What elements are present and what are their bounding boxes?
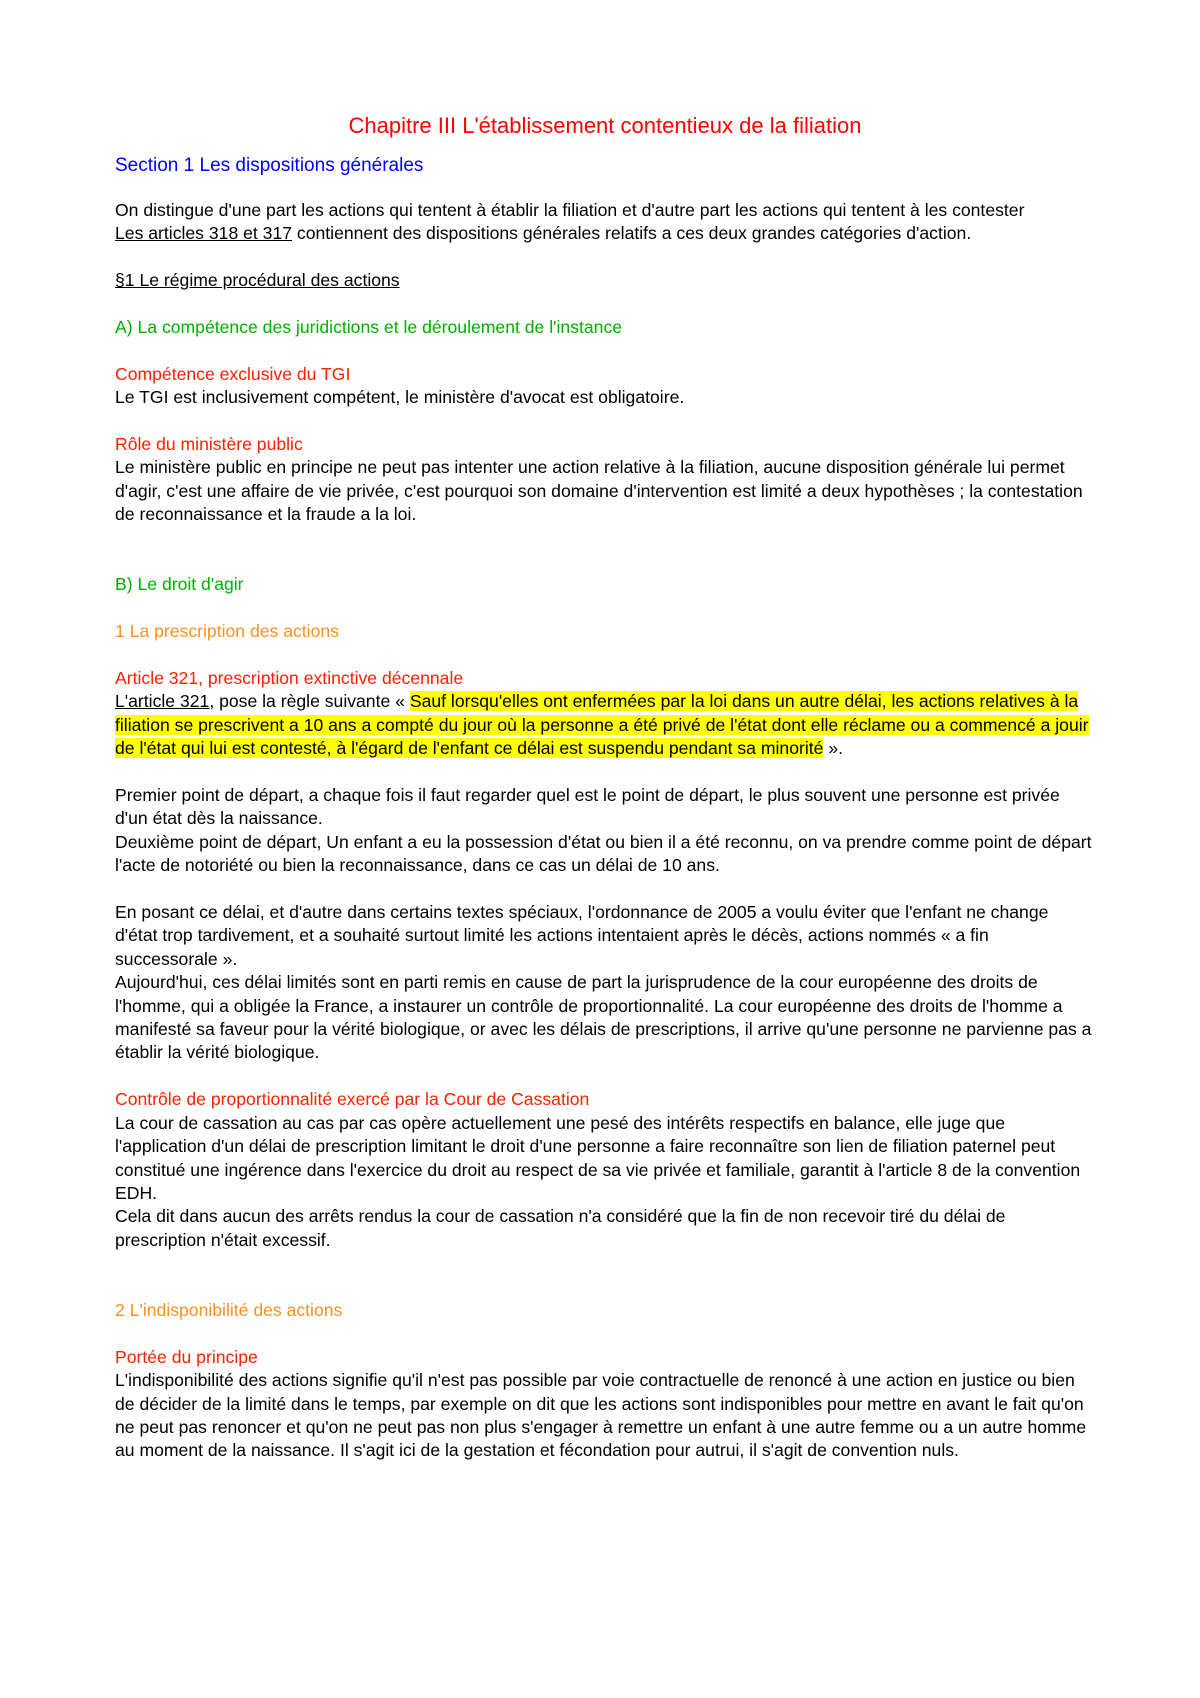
intro-line: On distingue d'une part les actions qui tentent à établir la filiation et d'autre part les actions qui tentent à les contester [115,200,1025,220]
competence-text: Le TGI est inclusivement compétent, le ministère d'avocat est obligatoire. [115,387,685,408]
cela-text: Cela dit dans aucun des arrêts rendus la cour de cassation n'a considéré que la fin de non recevoir tiré du délai de prescription n'était excessif. [115,1206,1006,1250]
article-321-end: ». [823,738,843,759]
controle-title: Contrôle de proportionnalité exercé par la Cour de Cassation [115,1089,590,1110]
highlighted-quote: Sauf lorsqu'elles ont enfermées par la loi dans un autre délai, les actions relatives à la filiation se prescrivent a 10 ans a compté du jour où la personne a été privé de l'état dont elle réclame ou a commencé a jouir de l'état qui lui est contesté, à l'égard de l'enfant ce délai est suspendu pendant sa minorité [115,691,1089,759]
aujourdhui-paragraph: Aujourd'hui, ces délai limités sont en parti remis en cause de part la jurisprudence de la cour européenne des droits de l'homme, qui a obligée la France, a instaurer un contrôle de proportionnalité. La cour européenne des droits de l'homme a manifesté sa faveur pour la vérité biologique, or avec les délais de prescriptions, il arrive qu'une personne ne parvienne pas a établir la vérité biologique. [115,972,1092,1063]
article-321-reference: L'article 321 [115,691,210,712]
indisponibilite-heading: 2 L'indisponibilité des actions [115,1299,343,1320]
controle-text: La cour de cassation au cas par cas opère actuellement une pesé des intérêts respectifs en balance, elle juge que l'application d'un délai de prescription limitant le droit d'une personne a faire reconnaître son lien de filiation paternel peut constitué une ingérence dans l'exercice du droit au respect de sa vie privée et familiale, garantit à l'article 8 de la convention EDH. [115,1112,1081,1203]
paragraph-heading: §1 Le régime procédural des actions [115,270,400,291]
ministere-title: Rôle du ministère public [115,434,303,454]
portee-text: L'indisponibilité des actions signifie qu'il n'est pas possible par voie contractuelle de renoncé à une action en justice ou bien de décider de la limité dans le temps, par exemple on dit que les actions sont indisponibles pour mettre en avant le fait qu'on ne peut pas renoncer et qu'on ne peut pas non plus s'engager à remettre un enfant à une autre femme ou a un autre homme au moment de la naissance. Il s'agit ici de la gestation et fécondation pour autrui, il s'agit de convention nuls. [115,1370,1087,1461]
article-321-text [115,690,1095,760]
prescription-heading: 1 La prescription des actions [115,621,339,642]
article-321-intro: , pose la règle suivante « [209,691,410,712]
point-depart-2: Deuxième point de départ, Un enfant a eu la possession d'état ou bien il a été reconnu, on va prendre comme point de départ l'acte de notoriété ou bien la reconnaissance, dans ce cas un délai de 10 ans. [115,831,1092,876]
point-depart-1: Premier point de départ, a chaque fois il faut regarder quel est le point de départ, le plus souvent une personne est privée d'un état dès la naissance. [115,785,1060,829]
articles-reference: Les articles 318 et 317 [115,223,293,244]
portee-title: Portée du principe [115,1346,258,1367]
intro-paragraph [115,199,1095,246]
subheading-a: A) La compétence des juridictions et le déroulement de l'instance [115,317,623,337]
chapter-title: Chapitre III L'établissement contentieux de la filiation [348,113,862,138]
subheading-b: B) Le droit d'agir [115,574,244,595]
article-321-title: Article 321, prescription extinctive décennale [115,668,464,689]
ministere-text: Le ministère public en principe ne peut pas intenter une action relative à la filiation, aucune disposition générale lui permet d'agir, c'est une affaire de vie privée, c'est pourquoi son domaine d'intervention est limité a deux hypothèses ; la contestation de reconnaissance et la fraude a la loi. [115,457,1083,525]
section-heading: Section 1 Les dispositions générales [115,155,424,176]
delai-paragraph: En posant ce délai, et d'autre dans certains textes spéciaux, l'ordonnance de 2005 a voulu éviter que l'enfant ne change d'état trop tardivement, et a souhaité surtout limité les actions intentaient après le décès, actions nommés « a fin successorale ». [115,902,1049,969]
document-page [115,112,1095,1463]
competence-title: Compétence exclusive du TGI [115,363,351,384]
intro-line-rest: contiennent des dispositions générales relatifs a ces deux grandes catégories d'action. [292,223,972,244]
